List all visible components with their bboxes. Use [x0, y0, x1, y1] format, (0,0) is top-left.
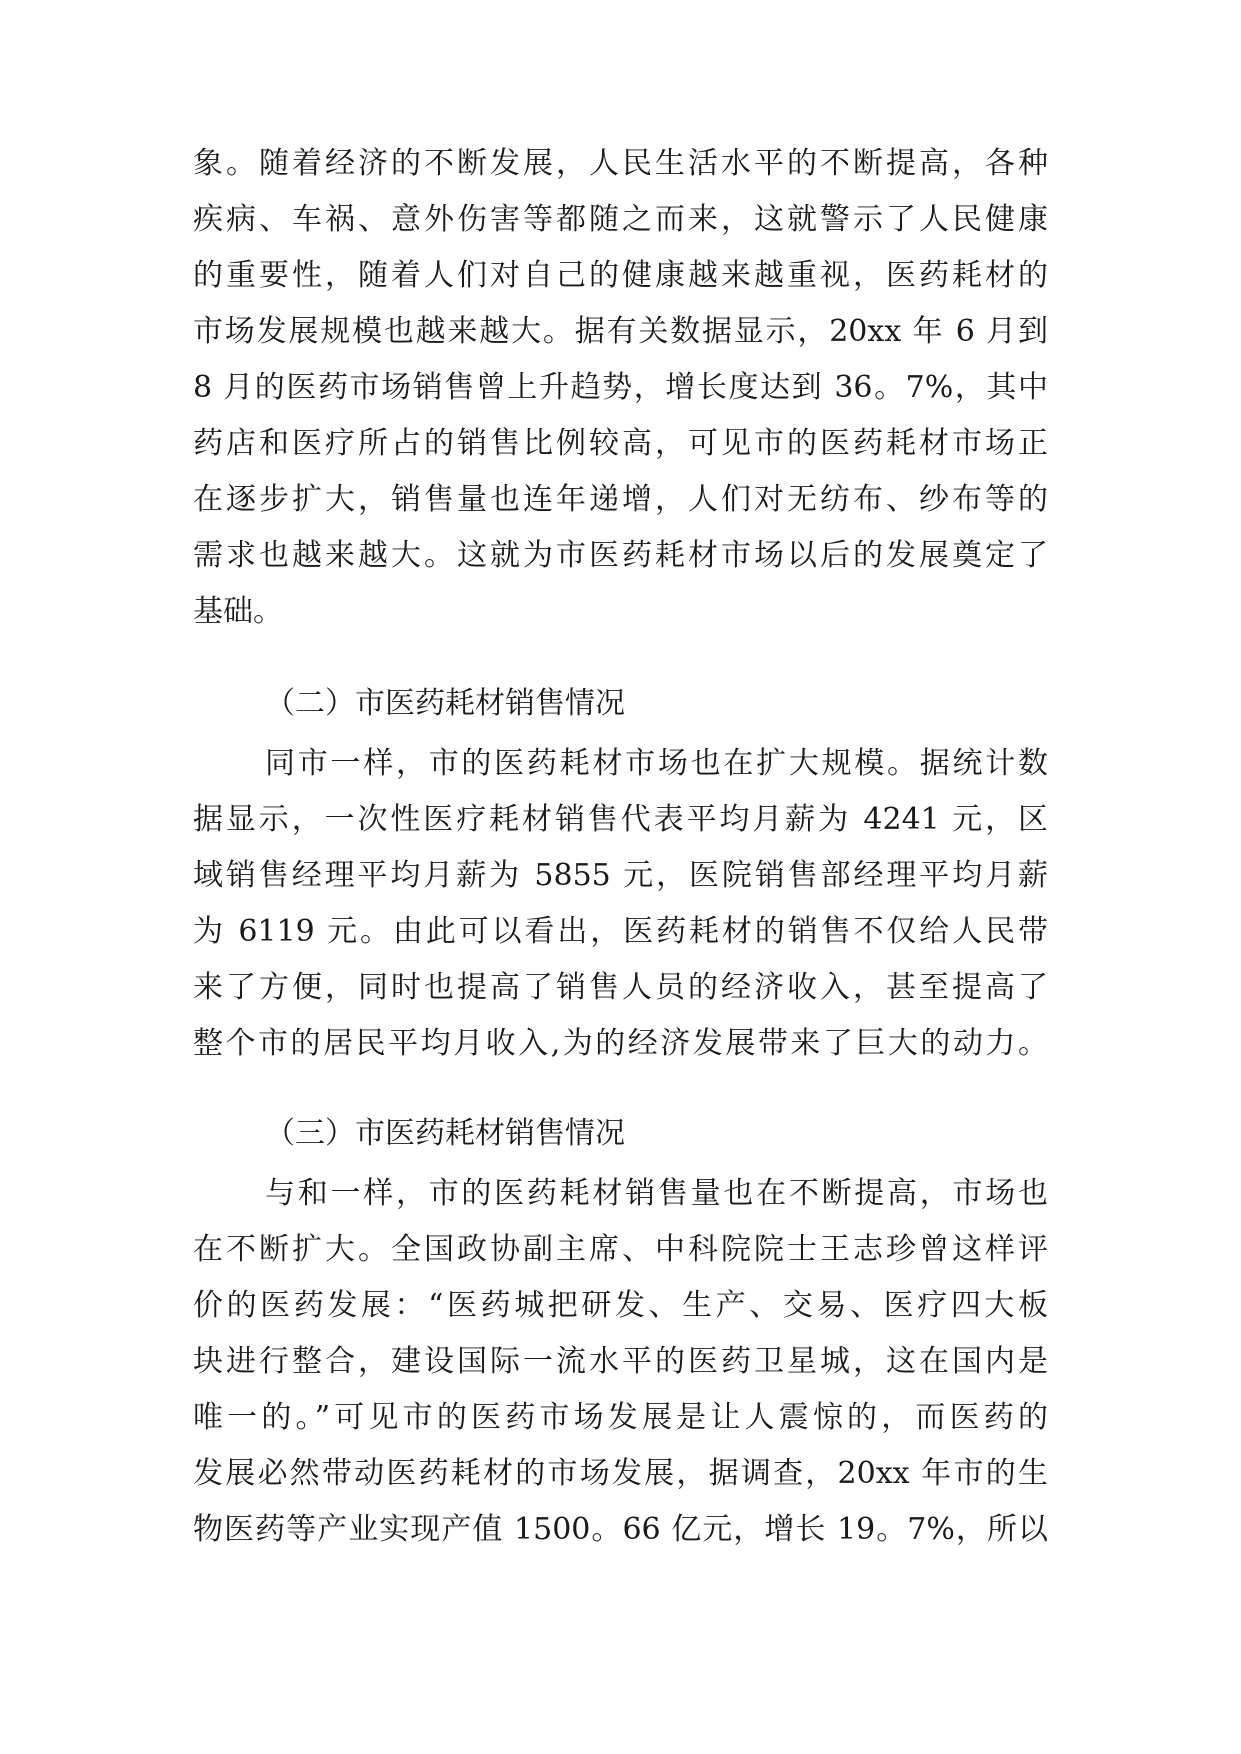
paragraph-line: 整个市的居民平均月收入,为的经济发展带来了巨大的动力。	[193, 1026, 1048, 1061]
paragraph-line: 物医药等产业实现产值 1500。66 亿元，增长 19。7%，所以	[193, 1512, 1048, 1547]
paragraph-line: 象。随着经济的不断发展，人民生活水平的不断提高，各种	[193, 146, 1048, 181]
paragraph-line: 域销售经理平均月薪为 5855 元，医院销售部经理平均月薪	[193, 858, 1048, 893]
paragraph-line: 需求也越来越大。这就为市医药耗材市场以后的发展奠定了	[193, 538, 1048, 573]
paragraph-line: 市场发展规模也越来越大。据有关数据显示，20xx 年 6 月到	[193, 314, 1048, 349]
paragraph-line: 在不断扩大。全国政协副主席、中科院院士王志珍曾这样评	[193, 1232, 1048, 1267]
paragraph-line: 价的医药发展：“医药城把研发、生产、交易、医疗四大板	[193, 1288, 1048, 1323]
paragraph-line: 与和一样，市的医药耗材销售量也在不断提高，市场也	[265, 1176, 1048, 1211]
paragraph-line: 据显示，一次性医疗耗材销售代表平均月薪为 4241 元，区	[193, 802, 1048, 837]
paragraph-line: 唯一的。”可见市的医药市场发展是让人震惊的，而医药的	[193, 1400, 1048, 1435]
paragraph-line: 发展必然带动医药耗材的市场发展，据调查，20xx 年市的生	[193, 1456, 1048, 1491]
paragraph-line: 药店和医疗所占的销售比例较高，可见市的医药耗材市场正	[193, 426, 1048, 461]
section-heading: （三）市医药耗材销售情况	[265, 1116, 625, 1151]
paragraph-line: 的重要性，随着人们对自己的健康越来越重视，医药耗材的	[193, 258, 1048, 293]
paragraph-line: 同市一样，市的医药耗材市场也在扩大规模。据统计数	[265, 746, 1048, 781]
paragraph-line: 基础。	[193, 594, 283, 629]
paragraph-line: 为 6119 元。由此可以看出，医药耗材的销售不仅给人民带	[193, 914, 1048, 949]
section-heading: （二）市医药耗材销售情况	[265, 686, 625, 721]
paragraph-line: 8 月的医药市场销售曾上升趋势，增长度达到 36。7%，其中	[193, 370, 1048, 405]
paragraph-line: 来了方便，同时也提高了销售人员的经济收入，甚至提高了	[193, 970, 1048, 1005]
paragraph-line: 在逐步扩大，销售量也连年递增，人们对无纺布、纱布等的	[193, 482, 1048, 517]
paragraph-line: 疾病、车祸、意外伤害等都随之而来，这就警示了人民健康	[193, 202, 1048, 237]
paragraph-line: 块进行整合，建设国际一流水平的医药卫星城，这在国内是	[193, 1344, 1048, 1379]
